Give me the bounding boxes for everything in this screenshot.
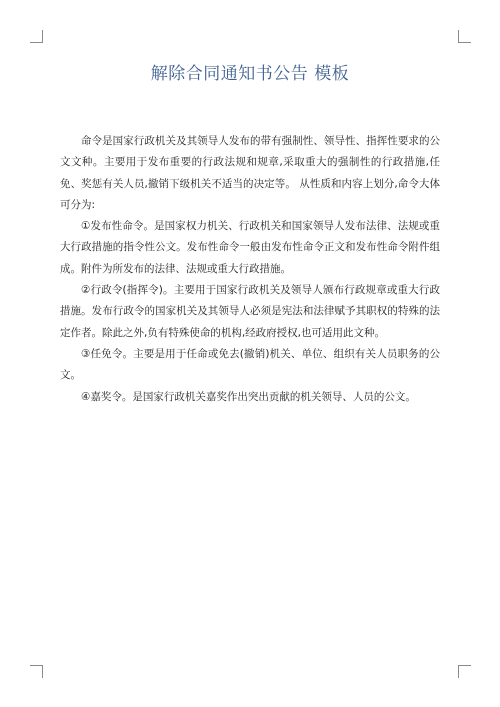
paragraph-intro: 命令是国家行政机关及其领导人发布的带有强制性、领导性、指挥性要求的公文文种。主要用于发布重要的行政法规和规章,采取重大的强制性的行政措施,任免、奖惩有关人员,撤销下级机关不适当的决定等。 从性质和内容上划分,命令大体可分为:	[60, 135, 440, 211]
document-body	[60, 131, 440, 408]
crop-mark-top-left	[30, 30, 43, 43]
paragraph-appointment-order: ③任免令。主要是用于任命或免去(撤销)机关、单位、组织有关人员职务的公文。	[60, 347, 440, 382]
crop-mark-bottom-right	[458, 665, 471, 678]
crop-mark-top-right	[458, 30, 471, 43]
document-title: 解除合同通知书公告 模板	[150, 64, 350, 84]
paragraph-administrative-order: ②行政令(指挥令)。主要用于国家行政机关及领导人颁布行政规章或重大行政措施。发布行政令的国家机关及其领导人必须是宪法和法律赋予其职权的特殊的法定作者。除此之外,负有特殊使命的机构,经政府授权,也可适用此文种。	[60, 284, 440, 339]
paragraph-release-order: ①发布性命令。是国家权力机关、行政机关和国家领导人发布法律、法规或重大行政措施的指令性公文。发布性命令一般由发布性命令正文和发布性命令附件组成。附件为所发布的法律、法规或重大行政措施。	[60, 220, 440, 275]
crop-mark-bottom-left	[30, 665, 43, 678]
paragraph-commendation-order: ④嘉奖令。是国家行政机关嘉奖作出突出贡献的机关领导、人员的公文。	[81, 390, 416, 403]
